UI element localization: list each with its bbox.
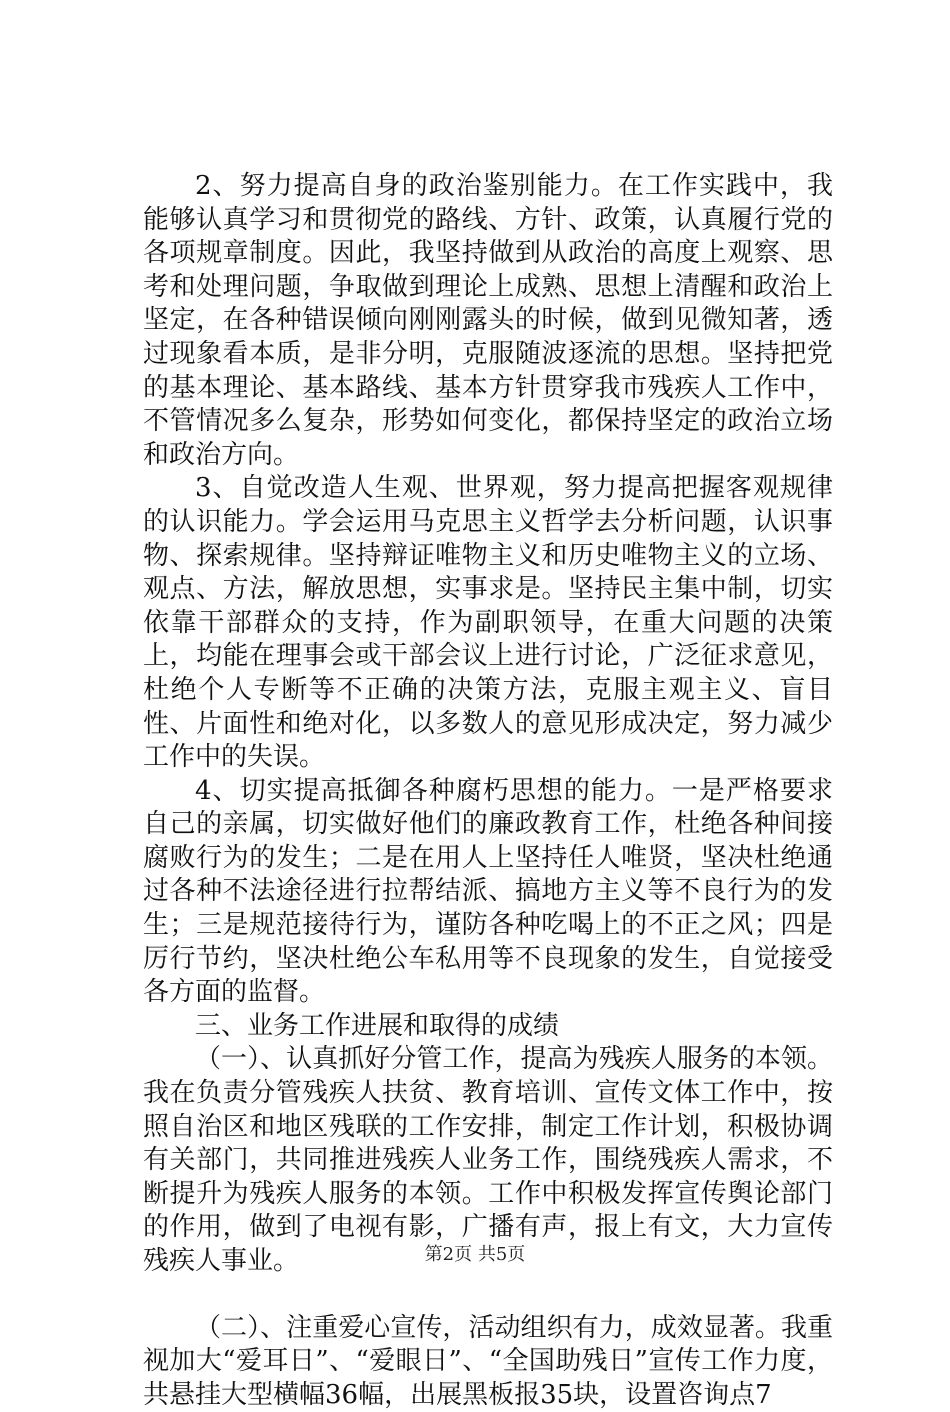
paragraph-anti-corruption: 4、切实提高抵御各种腐朽思想的能力。一是严格要求自己的亲属，切实做好他们的廉政教育工作，杜绝各种间接腐败行为的发生；二是在用人上坚持任人唯贤，坚决杜绝通过各种不法途径进行拉帮结派、搞地方主义等不良行为的发生；三是规范接待行为，谨防各种吃喝上的不正之风；四是厉行节约，坚决杜绝公车私用等不良现象的发生，自觉接受各方面的监督。	[143, 775, 833, 1008]
page-number-footer: 第2页 共5页	[424, 1244, 526, 1265]
paragraph-political-discernment: 2、努力提高自身的政治鉴别能力。在工作实践中，我能够认真学习和贯彻党的路线、方针、政策，认真履行党的各项规章制度。因此，我坚持做到从政治的高度上观察、思考和处理问题，争取做到理论上成熟、思想上清醒和政治上坚定，在各种错误倾向刚刚露头的时候，做到见微知著，透过现象看本质，是非分明，克服随波逐流的思想。坚持把党的基本理论、基本路线、基本方针贯穿我市残疾人工作中，不管情况多么复杂，形势如何变化，都保持坚定的政治立场和政治方向。	[143, 171, 833, 470]
paragraph-managed-work: （一）、认真抓好分管工作，提高为残疾人服务的本领。我在负责分管残疾人扶贫、教育培训、宣传文体工作中，按照自治区和地区残联的工作安排，制定工作计划，积极协调有关部门，共同推进残疾人业务工作，围绕残疾人需求，不断提升为残疾人服务的本领。工作中积极发挥宣传舆论部门的作用，做到了电视有影，广播有声，报上有文，大力宣传残疾人事业。	[143, 1044, 833, 1276]
paragraph-worldview: 3、自觉改造人生观、世界观，努力提高把握客观规律的认识能力。学会运用马克思主义哲学去分析问题，认识事物、探索规律。坚持辩证唯物主义和历史唯物主义的立场、观点、方法，解放思想，实事求是。坚持民主集中制，切实依靠干部群众的支持，作为副职领导，在重大问题的决策上，均能在理事会或干部会议上进行讨论，广泛征求意见，杜绝个人专断等不正确的决策方法，克服主观主义、盲目性、片面性和绝对化，以多数人的意见形成决定，努力减少工作中的失误。	[143, 473, 833, 773]
document-body	[143, 170, 833, 1412]
paragraph-publicity: （二）、注重爱心宣传，活动组织有力，成效显著。我重视加大“爱耳日”、“爱眼日”、“全国助残日”宣传工作力度，共悬挂大型横幅36幅，出展黑板报35块，设置咨询点7	[143, 1312, 833, 1410]
section-heading-work-progress: 三、业务工作进展和取得的成绩	[195, 1010, 560, 1041]
